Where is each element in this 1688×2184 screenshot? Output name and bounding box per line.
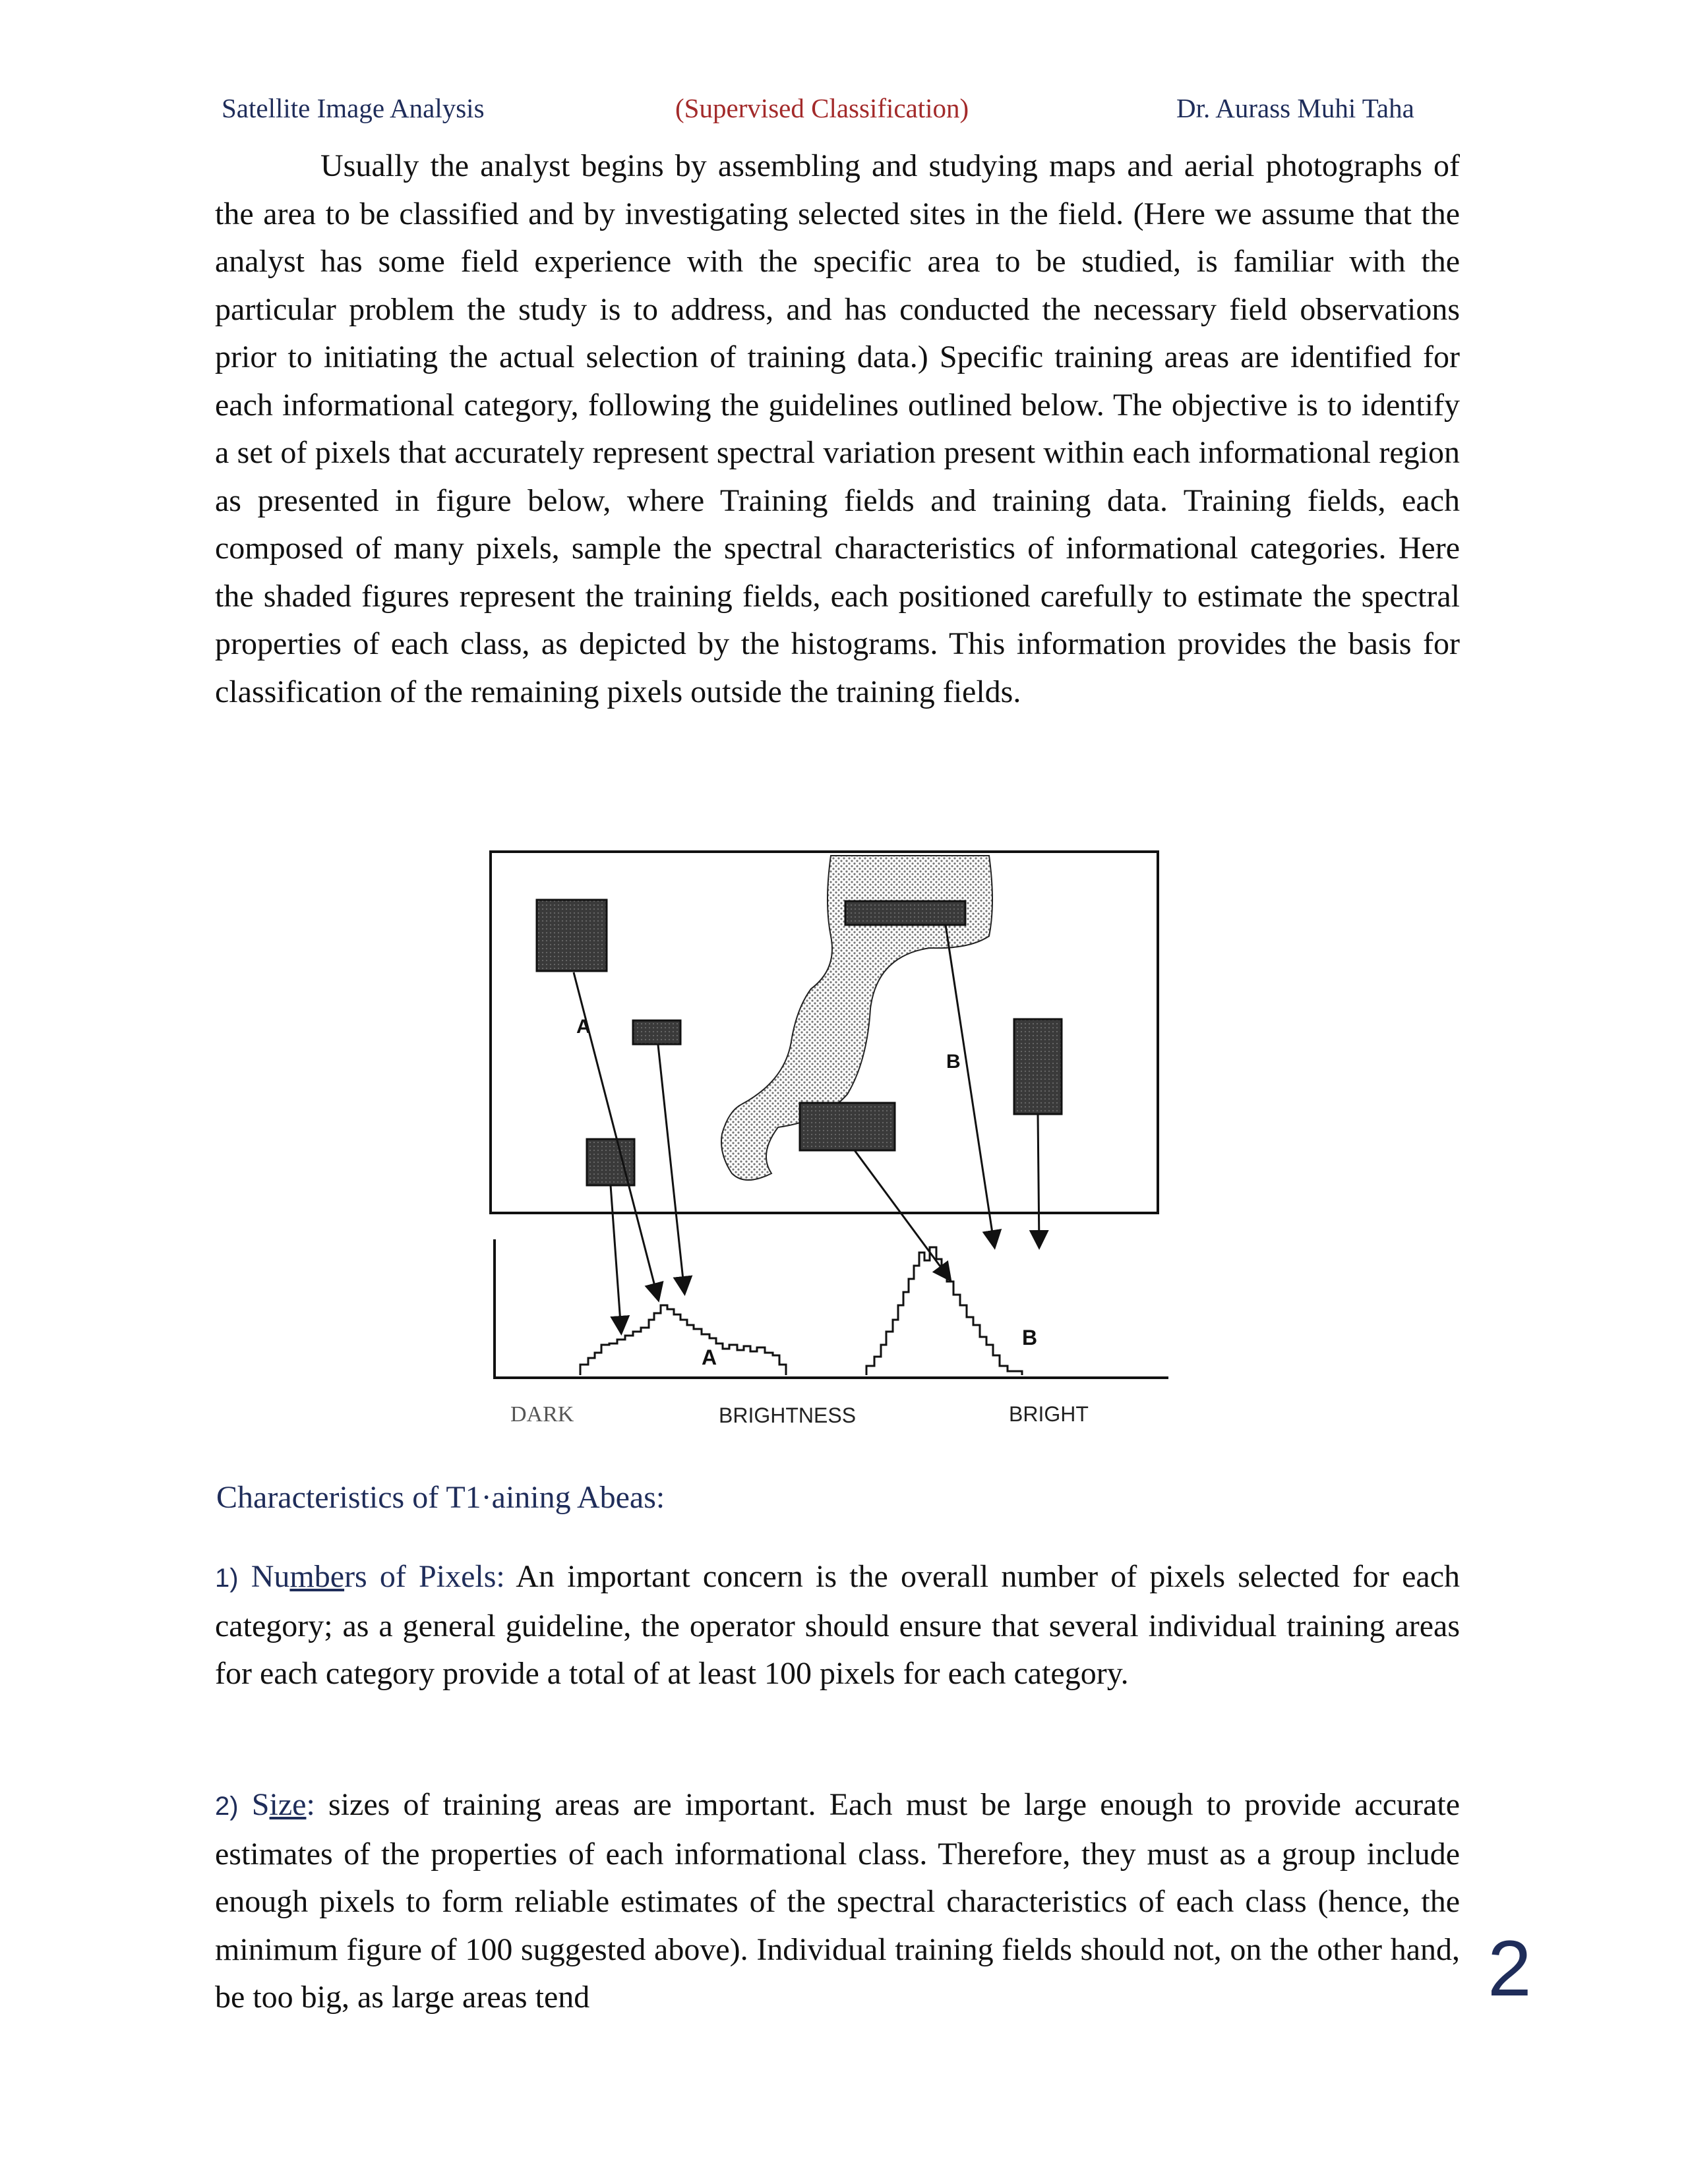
section-heading: Characteristics of T1·aining Abeas: <box>216 1480 665 1515</box>
histogram-label-b: B <box>1022 1326 1038 1349</box>
map-label-a: A <box>576 1016 591 1038</box>
item-title-part: Nu <box>251 1559 290 1594</box>
training-field-6 <box>1014 1019 1062 1114</box>
page-number: 2 <box>1488 1924 1532 2013</box>
item-title-part: S <box>251 1787 270 1822</box>
item-title <box>252 1787 315 1822</box>
item-number: 2) <box>215 1792 239 1821</box>
intro-paragraph: Usually the analyst begins by assembling and studying maps and aerial photographs of the area to be classified and by investigating selected sites in the field. (Here we assume that the analyst has some field experience with the specific area to be studied, is familiar with the particular problem the study is to address, and has conducted the necessary field observations prior to initiating the actual selection of training data.) Specific training areas are identified for each informational category, following the guidelines outlined below. The objective is to identify a set of pixels that accurately represent spectral variation present within each informational region as presented in figure below, where Training fields and training data. Training fields, each composed of many pixels, sample the spectral characteristics of informational categories. Here the shaded figures represent the training fields, each positioned carefully to estimate the spectral properties of each class, as depicted by the histograms. This information provides the basis for classification of the remaining pixels outside the training fields. <box>215 148 1460 709</box>
histogram-b <box>866 1247 1022 1375</box>
map-label-b: B <box>946 1051 961 1073</box>
training-field-1 <box>537 900 607 971</box>
axis-label-brightness: BRIGHTNESS <box>719 1403 857 1427</box>
item-title-part: rs of Pixels: <box>344 1559 505 1594</box>
item-title <box>251 1559 505 1594</box>
item-text: sizes of training areas are important. Each must be large enough to provide accurate estimates of the properties of each informational class. Therefore, they must as a group include enough pixels to form reliable estimates of the spectral characteristics of each class (hence, the minimum figure of 100 suggested above). Individual training fields should not, on the other hand, be too big, as large areas tend <box>215 1787 1460 2015</box>
item-number: 1) <box>215 1564 239 1593</box>
histogram-label-a: A <box>702 1345 717 1369</box>
item-size <box>215 1781 1460 2022</box>
item-number-of-pixels <box>215 1553 1460 1698</box>
axis-label-bright: BRIGHT <box>1009 1402 1089 1426</box>
training-field-2 <box>633 1020 680 1044</box>
axis-label-dark: DARK <box>510 1402 574 1427</box>
header-center: (Supervised Classification) <box>675 93 969 123</box>
item-title-part: : <box>306 1787 315 1822</box>
header-right: Dr. Aurass Muhi Taha <box>1176 93 1414 123</box>
training-fields-figure <box>481 844 1174 1437</box>
arrow-6 <box>1038 1114 1039 1246</box>
item-title-underlined: ize <box>269 1787 307 1822</box>
training-field-4 <box>845 901 965 925</box>
header-left: Satellite Image Analysis <box>222 93 485 123</box>
histogram-a <box>580 1305 786 1375</box>
item-text: An important concern is the overall number of pixels selected for each category; as a general guideline, the operator should ensure that several individual training areas for each category provide a total of at least 100 pixels for each category. <box>215 1559 1460 1691</box>
training-field-5 <box>800 1103 895 1150</box>
item-title-underlined: mbe <box>289 1559 345 1594</box>
